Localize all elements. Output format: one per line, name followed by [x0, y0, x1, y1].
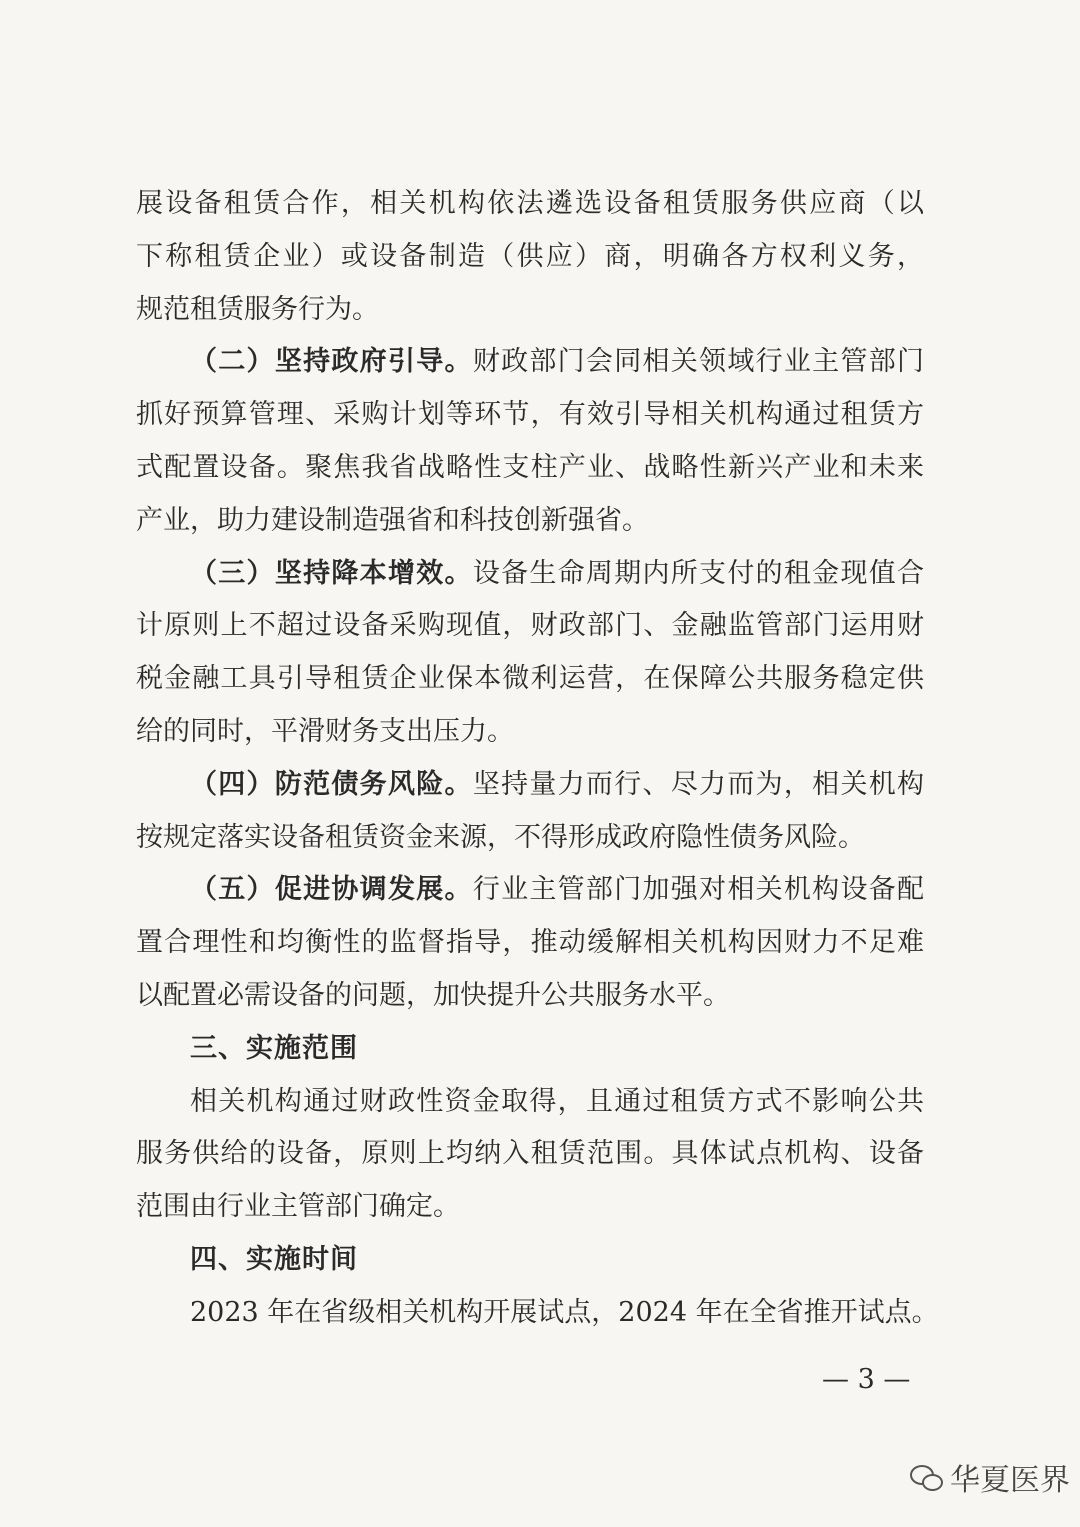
section-5-lead: （五）促进协调发展。	[190, 874, 473, 906]
heading-schedule: 四、实施时间	[190, 1243, 358, 1275]
page-number: — 3 —	[822, 1364, 911, 1395]
text-line: 计原则上不超过设备采购现值，财政部门、金融监管部门运用财	[136, 610, 924, 642]
text-line: 式配置设备。聚焦我省战略性支柱产业、战略性新兴产业和未来	[136, 451, 924, 483]
section-2-first-line	[136, 336, 924, 389]
text-line: 规范租赁服务行为。	[136, 293, 379, 325]
document-body	[136, 178, 939, 1340]
heading-scope: 三、实施范围	[190, 1032, 358, 1064]
section-5-text: 行业主管部门加强对相关机构设备配	[472, 874, 925, 906]
section-3-lead: （三）坚持降本增效。	[190, 557, 473, 589]
text-line: 下称租赁企业）或设备制造（供应）商，明确各方权利义务，	[136, 240, 924, 272]
text-line: 相关机构通过财政性资金取得，且通过租赁方式不影响公共	[190, 1085, 924, 1117]
text-line: 以配置必需设备的问题，加快提升公共服务水平。	[136, 979, 730, 1011]
text-line: 税金融工具引导租赁企业保本微利运营，在保障公共服务稳定供	[136, 663, 924, 695]
section-3-text: 设备生命周期内所支付的租金现值合	[472, 557, 925, 589]
watermark-text: 华夏医界	[950, 1463, 1070, 1498]
text-line: 抓好预算管理、采购计划等环节，有效引导相关机构通过租赁方	[136, 399, 924, 431]
text-line: 范围由行业主管部门确定。	[136, 1191, 460, 1223]
section-3-first-line	[136, 548, 924, 601]
text-line: 展设备租赁合作，相关机构依法遴选设备租赁服务供应商（以	[136, 188, 924, 219]
text-line: 产业，助力建设制造强省和科技创新强省。	[136, 504, 649, 536]
text-line: 服务供给的设备，原则上均纳入租赁范围。具体试点机构、设备	[136, 1138, 924, 1170]
watermark	[910, 1455, 1070, 1499]
text-line: 2023 年在省级相关机构开展试点，2024 年在全省推开试点。	[190, 1296, 939, 1328]
text-line: 按规定落实设备租赁资金来源，不得形成政府隐性债务风险。	[136, 821, 865, 853]
section-4-first-line	[136, 759, 924, 812]
section-2-text: 财政部门会同相关领域行业主管部门	[472, 346, 925, 378]
section-5-first-line	[136, 864, 924, 917]
section-4-text: 坚持量力而行、尽力而为，相关机构	[472, 768, 925, 800]
wechat-icon	[910, 1463, 942, 1491]
text-line: 置合理性和均衡性的监督指导，推动缓解相关机构因财力不足难	[136, 927, 924, 959]
section-2-lead: （二）坚持政府引导。	[190, 346, 473, 378]
section-4-lead: （四）防范债务风险。	[190, 768, 473, 800]
text-line: 给的同时，平滑财务支出压力。	[136, 715, 514, 747]
